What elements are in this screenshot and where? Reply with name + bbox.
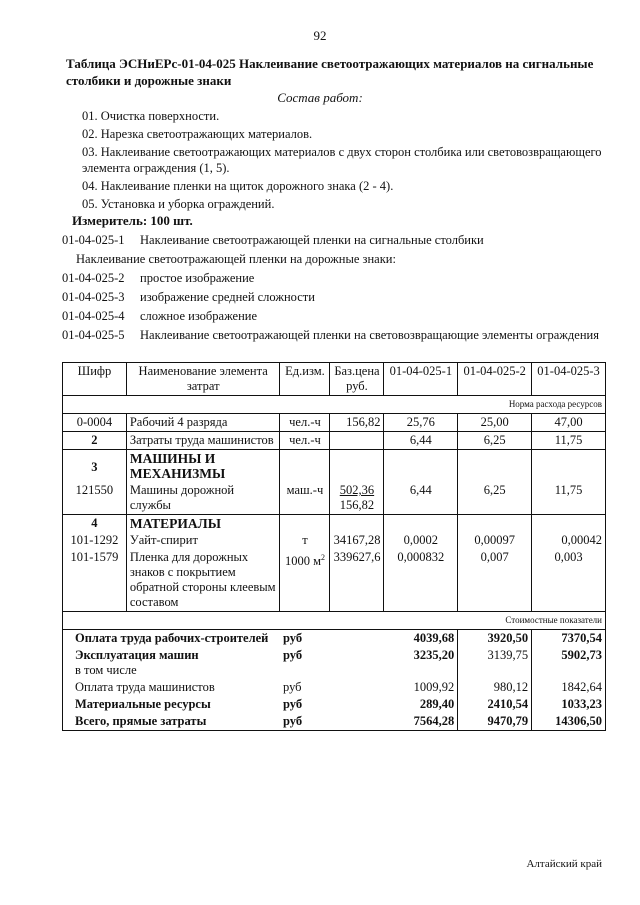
table-title: Таблица ЭСНиЕРс-01-04-025 Наклеивание светоотражающих материалов на сигнальные столбики и дорожные знаки xyxy=(66,56,594,88)
cost-unit: руб xyxy=(280,630,330,648)
code: 01-04-025-3 xyxy=(62,290,125,304)
cost-value: 2410,54 xyxy=(458,696,532,713)
cell-value: 25,00 xyxy=(458,414,532,432)
cost-row xyxy=(63,679,606,696)
header-col3: 01-04-025-3 xyxy=(532,363,606,396)
code-description: Наклеивание светоотражающей пленки на сигнальные столбики xyxy=(140,233,484,247)
cell-price xyxy=(330,432,384,450)
cell-value: 47,00 xyxy=(532,414,606,432)
cost-name xyxy=(63,647,280,679)
cost-value: 3139,75 xyxy=(458,647,532,679)
cost-value: 9470,79 xyxy=(458,713,532,731)
cost-value: 7370,54 xyxy=(532,630,606,648)
table-section-row xyxy=(63,515,606,533)
cost-unit: руб xyxy=(282,648,303,662)
code-row xyxy=(62,232,607,248)
cell-value: 0,00097 xyxy=(458,532,532,549)
cell-value: 0,00042 xyxy=(532,532,606,549)
cost-row xyxy=(63,630,606,648)
cell-unit xyxy=(280,549,330,612)
page-number: 92 xyxy=(313,28,327,43)
cost-value: 3920,50 xyxy=(458,630,532,648)
cell-code: 2 xyxy=(63,432,127,450)
code: 01-04-025-5 xyxy=(62,328,125,342)
measure-unit: Измеритель: 100 шт. xyxy=(72,213,193,228)
cost-row xyxy=(63,696,606,713)
code-description: изображение средней сложности xyxy=(140,290,315,304)
work-item: 03. Наклеивание светоотражающих материалов с двух сторон столбика или световозвращающего элемента ограждения (1, 5). xyxy=(82,145,602,175)
cell-price: 34167,28 xyxy=(330,532,384,549)
section-title: МАШИНЫ И МЕХАНИЗМЫ xyxy=(126,450,280,483)
cell-code: 3 xyxy=(63,450,127,483)
cell-value: 11,75 xyxy=(532,482,606,515)
cost-name-text: Эксплуатация машин xyxy=(75,648,199,662)
cell-value: 6,25 xyxy=(458,432,532,450)
table-row xyxy=(63,482,606,515)
cell-unit: чел.-ч xyxy=(280,414,330,432)
cost-value: 14306,50 xyxy=(532,713,606,731)
cell-unit: маш.-ч xyxy=(280,482,330,515)
cost-value: 3235,20 xyxy=(384,647,458,679)
cell-name: Машины дорожной службы xyxy=(126,482,280,515)
work-item: 05. Установка и уборка ограждений. xyxy=(82,197,275,211)
cell-price: 156,82 xyxy=(330,414,384,432)
cell-value: 25,76 xyxy=(384,414,458,432)
cell-value: 11,75 xyxy=(532,432,606,450)
header-code: Шифр xyxy=(63,363,127,396)
footer-region: Алтайский край xyxy=(526,858,602,870)
table-row xyxy=(63,532,606,549)
cell-code: 101-1292 xyxy=(63,532,127,549)
code-row xyxy=(62,270,607,286)
cell-name: Затраты труда машинистов xyxy=(126,432,280,450)
code-description: простое изображение xyxy=(140,271,255,285)
cost-value: 4039,68 xyxy=(384,630,458,648)
section-title: МАТЕРИАЛЫ xyxy=(126,515,280,533)
cell-code: 0-0004 xyxy=(63,414,127,432)
unit-text: 1000 м xyxy=(284,554,321,569)
table-row xyxy=(63,414,606,432)
cost-label: Стоимостные показатели xyxy=(63,612,606,630)
work-item: 01. Очистка поверхности. xyxy=(82,109,220,123)
resource-table xyxy=(62,362,606,731)
cell-price: 339627,6 xyxy=(330,549,384,612)
cell-value: 0,0002 xyxy=(384,532,458,549)
code: 01-04-025-1 xyxy=(62,233,125,247)
work-item: 04. Наклеивание пленки на щиток дорожного знака (2 - 4). xyxy=(82,179,394,193)
price-value: 502,36 xyxy=(339,483,375,497)
price-value: 156,82 xyxy=(339,498,375,512)
works-list xyxy=(82,108,602,214)
table-row xyxy=(63,432,606,450)
cell-code: 4 xyxy=(63,515,127,533)
norm-label-row xyxy=(63,396,606,414)
cost-value: 7564,28 xyxy=(384,713,458,731)
code-description: Наклеивание светоотражающей пленки на световозвращающие элементы ограждения xyxy=(140,328,599,342)
cost-name: Оплата труда машинистов xyxy=(63,679,280,696)
including-label: в том числе xyxy=(75,663,137,677)
cell-value: 0,007 xyxy=(458,549,532,612)
cost-name: Оплата труда рабочих-строителей xyxy=(63,630,280,648)
unit-superscript: 2 xyxy=(320,553,325,562)
cell-price xyxy=(330,482,384,515)
cell-value: 0,003 xyxy=(532,549,606,612)
composition-heading: Состав работ: xyxy=(277,90,363,105)
cost-value: 5902,73 xyxy=(532,647,606,679)
header-price: Баз.цена руб. xyxy=(330,363,384,396)
table-header-row xyxy=(63,363,606,396)
cell-unit: чел.-ч xyxy=(280,432,330,450)
cell-value: 6,44 xyxy=(384,432,458,450)
code-intro: Наклеивание светоотражающей пленки на дорожные знаки: xyxy=(76,252,396,266)
cost-value: 1033,23 xyxy=(532,696,606,713)
code-row xyxy=(62,289,607,305)
header-col1: 01-04-025-1 xyxy=(384,363,458,396)
code-row xyxy=(62,327,607,343)
cost-label-row xyxy=(63,612,606,630)
header-unit: Ед.изм. xyxy=(280,363,330,396)
cost-name: Всего, прямые затраты xyxy=(63,713,280,731)
cost-row xyxy=(63,713,606,731)
cell-name: Рабочий 4 разряда xyxy=(126,414,280,432)
cell-unit: т xyxy=(280,532,330,549)
work-item: 02. Нарезка светоотражающих материалов. xyxy=(82,127,313,141)
norm-label: Норма расхода ресурсов xyxy=(63,396,606,414)
cost-value: 289,40 xyxy=(384,696,458,713)
code: 01-04-025-2 xyxy=(62,271,125,285)
code: 01-04-025-4 xyxy=(62,309,125,323)
cost-unit: руб xyxy=(280,713,330,731)
cell-value: 6,44 xyxy=(384,482,458,515)
cost-value: 980,12 xyxy=(458,679,532,696)
code-row xyxy=(62,308,607,324)
cell-name: Уайт-спирит xyxy=(126,532,280,549)
cost-value: 1842,64 xyxy=(532,679,606,696)
code-description: сложное изображение xyxy=(140,309,258,323)
cost-unit: руб xyxy=(282,680,302,694)
table-section-row xyxy=(63,450,606,483)
cost-value: 1009,92 xyxy=(384,679,458,696)
cell-value: 0,000832 xyxy=(384,549,458,612)
table-row xyxy=(63,549,606,612)
header-name: Наименование элемента затрат xyxy=(126,363,280,396)
cell-code: 121550 xyxy=(63,482,127,515)
cost-row xyxy=(63,647,606,679)
cost-unit: руб xyxy=(282,697,303,711)
cell-code: 101-1579 xyxy=(63,549,127,612)
header-col2: 01-04-025-2 xyxy=(458,363,532,396)
cell-name: Пленка для дорожных знаков с покрытием обратной стороны клеевым составом xyxy=(126,549,280,612)
codes-list xyxy=(62,232,607,346)
cost-name: Материальные ресурсы xyxy=(63,696,280,713)
cell-value: 6,25 xyxy=(458,482,532,515)
